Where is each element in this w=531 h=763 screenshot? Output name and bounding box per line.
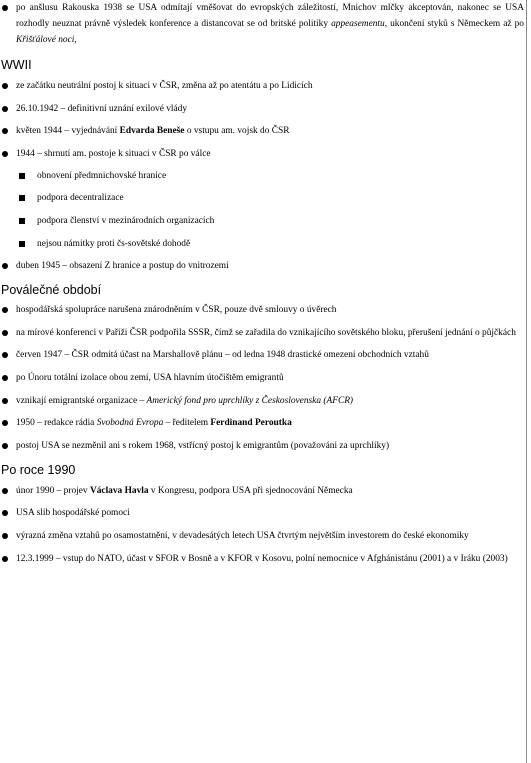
- text: květen 1944 – vyjednávání: [16, 126, 120, 137]
- sub-list-item: podpora členství v mezinárodních organizacích: [16, 213, 524, 229]
- bold-name: Edvarda Beneše: [119, 126, 185, 137]
- list-item: [0, 123, 524, 139]
- list-item: na mírové konferenci v Paříži ČSR podpořila SSSR, čímž se zařadila do vznikajícího sovětského bloku, přerušení jednání o půjčkách: [0, 325, 524, 341]
- list-item: [0, 483, 524, 499]
- list-item: USA slib hospodářské pomoci: [0, 505, 524, 521]
- list-item: červen 1947 – ČSR odmítá účast na Marshallově plánu – od ledna 1948 drastické omezení obchodních vztahů: [0, 347, 524, 363]
- list-item: výrazná změna vztahů po osamostatnění, v devadesátých letech USA čtvrtým největším investorem do české ekonomiky: [0, 528, 524, 544]
- page-border: [526, 0, 527, 763]
- postwar-list: [0, 302, 524, 454]
- wwii-list: [0, 78, 524, 274]
- text: 1944 – shrnutí am. postoje k situaci v ČSR po válce: [16, 148, 211, 159]
- sub-list: [16, 168, 524, 252]
- list-item: hospodářská spolupráce narušena znárodněním v ČSR, pouze dvě smlouvy o úvěrech: [0, 302, 524, 318]
- after-1990-list: [0, 483, 524, 567]
- text: ,: [74, 35, 77, 45]
- text: , ukončení styků s Německem až po: [384, 19, 524, 29]
- list-item: [0, 415, 524, 431]
- section-heading-postwar: Poválečné období: [1, 283, 102, 298]
- list-item: po Únoru totální izolace obou zemí, USA hlavním útočištěm emigrantů: [0, 370, 524, 386]
- text: po anšlusu Rakouska 1938 se USA odmítají vměšovat do evropských záležitostí, Mnichov mlčky akceptován, nakonec se USA rozhodly neuznat právně výsledek konference a distancovat se od britské politiky: [16, 3, 524, 29]
- list-item: ze začátku neutrální postoj k situaci v ČSR, změna až po atentátu a po Lidicích: [0, 78, 524, 94]
- list-item: postoj USA se nezměnil ani s rokem 1968, vstřícný postoj k emigrantům (považováni za uprchlíky): [0, 438, 524, 454]
- italic-term: Svobodná Evropa: [96, 418, 164, 429]
- list-item: [0, 146, 524, 252]
- list-item: duben 1945 – obsazení Z hranice a postup do vnitrozemí: [0, 258, 524, 274]
- text: 1950 – redakce rádia: [16, 418, 97, 429]
- text: v Kongresu, podpora USA při sjednocování Německa: [148, 485, 353, 496]
- list-item: 12.3.1999 – vstup do NATO, účast v SFOR v Bosně a v KFOR v Kosovu, polní nemocnice v Afghánistánu (2001) a v Iráku (2003): [0, 551, 524, 567]
- text: vznikají emigrantské organizace –: [16, 395, 147, 406]
- list-item: [0, 393, 524, 409]
- bold-name: Ferdinand Peroutka: [210, 418, 292, 429]
- text: únor 1990 – projev: [16, 485, 90, 496]
- section-heading-after-1990: Po roce 1990: [1, 462, 76, 477]
- italic-term: Americký fond pro uprchlíky z Československa (AFCR): [146, 395, 354, 406]
- sub-list-item: obnovení předmnichovské hranice: [16, 168, 524, 184]
- intro-list: [0, 0, 524, 48]
- italic-term: Křišťálové noci: [16, 35, 75, 45]
- sub-list-item: podpora decentralizace: [16, 190, 524, 206]
- section-heading-wwii: WWII: [1, 58, 32, 72]
- text: – ředitelem: [163, 418, 211, 429]
- bold-name: Václava Havla: [89, 485, 149, 496]
- list-item: 26.10.1942 – definitivní uznání exilové vlády: [0, 101, 524, 117]
- sub-list-item: nejsou námitky proti čs-sovětské dohodě: [16, 236, 524, 252]
- list-item: [0, 0, 524, 48]
- text: o vstupu am. vojsk do ČSR: [184, 126, 290, 137]
- italic-term: appeasementu: [331, 19, 385, 29]
